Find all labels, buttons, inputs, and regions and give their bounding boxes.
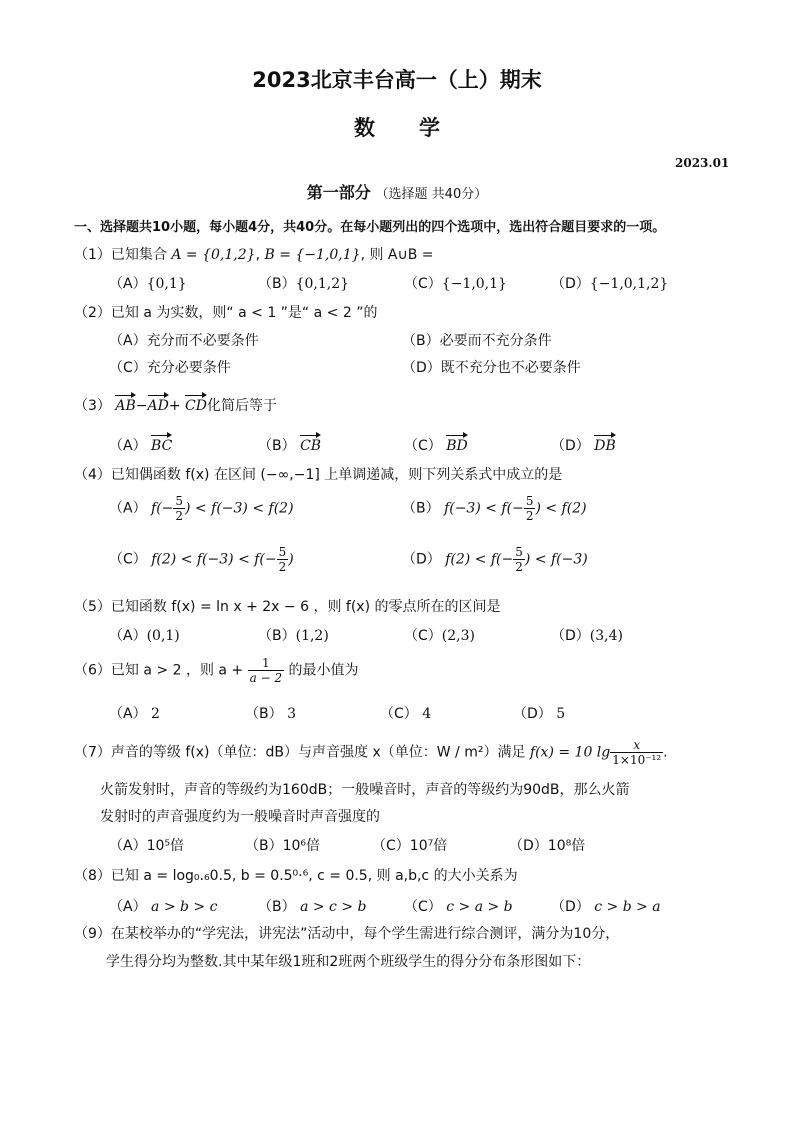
part-heading (0, 180, 794, 203)
q1-option-c: （C）{−1,0,1} (404, 276, 507, 292)
q1-option-a: （A）{0,1} (109, 276, 187, 292)
q5-option-c: （C）(2,3) (404, 628, 475, 644)
question-6: （6）已知 a > 2 ，则 a + $\frac{1}{a - 2}$ 的最小值为 (74, 656, 359, 685)
q2-option-c: （C）充分必要条件 (109, 360, 231, 376)
q4-option-c: （C） f(2) < f(−3) < f(− $\frac{5}{2}$ ) (109, 545, 294, 574)
question-9: （9）在某校举办的“学宪法，讲宪法”活动中，每个学生需进行综合测评，满分为10分， (74, 926, 620, 942)
question-3: （3） AB−AD+ CD化简后等于 (74, 394, 277, 415)
q4-option-d: （D） f(2) < f(− $\frac{5}{2}$ ) < f(−3) (402, 545, 588, 574)
q6-option-c: （C） 4 (380, 706, 432, 722)
q7-formula: f(x) = 10 lg (529, 744, 611, 761)
q5-text: 已知函数 f(x) = ln x + 2x − 6 ，则 f(x) 的零点所在的区间是 (110, 599, 501, 615)
question-8: （8）已知 a = log₀.₆0.5, b = 0.5⁰·⁶, c = 0.5, 则 a,b,c 的大小关系为 (74, 868, 518, 884)
q7-option-b: （B）10⁶倍 (245, 838, 321, 854)
q7-option-d: （D）10⁸倍 (509, 838, 586, 854)
q1-set-a: A = {0,1,2} (171, 247, 256, 263)
question-number: （1） (74, 247, 111, 263)
question-1: （1）已知集合 A = {0,1,2}, B = {−1,0,1}, 则 A∪B = (74, 247, 434, 263)
q6-pre: 已知 a > 2 ，则 a + (110, 662, 244, 679)
q4-option-a: （A） f(− $\frac{5}{2}$ ) < f(−3) < f(2) (109, 494, 294, 523)
q3-option-a: （A） BC (109, 434, 172, 455)
q7-pre: 声音的等级 f(x)（单位：dB）与声音强度 x（单位：W / m²）满足 (110, 744, 526, 761)
exam-date: 2023.01 (675, 156, 730, 170)
q7-option-c: （C）10⁷倍 (372, 838, 448, 854)
q5-option-d: （D）(3,4) (551, 628, 623, 644)
q8-option-c: （C） c > a > b (404, 899, 513, 915)
q9-line-1: 在某校举办的“学宪法，讲宪法”活动中，每个学生需进行综合测评，满分为10分， (110, 926, 620, 942)
q6-fraction: $\frac{1}{a - 2}$ (249, 656, 283, 685)
q2-option-d: （D）既不充分也不必要条件 (402, 360, 581, 376)
vector-ab: AB (115, 394, 135, 414)
section-instruction: 一、选择题共10小题，每小题4分，共40分。在每小题列出的四个选项中，选出符合题目要求的一项。 (74, 220, 666, 235)
q5-option-a: （A）(0,1) (109, 628, 180, 644)
q1-option-d: （D）{−1,0,1,2} (551, 276, 669, 292)
q4-text: 已知偶函数 f(x) 在区间 (−∞,−1] 上单调递减，则下列关系式中成立的是 (110, 467, 563, 483)
q5-option-b: （B）(1,2) (258, 628, 329, 644)
q3-post: 化简后等于 (206, 398, 277, 414)
q8-option-a: （A） a > b > c (109, 899, 218, 915)
q2-option-a: （A）充分而不必要条件 (109, 333, 259, 349)
q1-post: 则 A∪B = (369, 247, 434, 263)
q9-line-2: 学生得分均为整数.其中某年级1班和2班两个班级学生的得分分布条形图如下： (106, 954, 591, 970)
vector-cd: CD (185, 394, 207, 414)
q2-text: 已知 a 为实数，则“ a < 1 ”是“ a < 2 ”的 (110, 305, 378, 321)
subject-title: 数学 (354, 116, 484, 140)
question-4: （4）已知偶函数 f(x) 在区间 (−∞,−1] 上单调递减，则下列关系式中成立的是 (74, 467, 563, 483)
q3-option-d: （D） DB (551, 434, 616, 455)
q3-option-b: （B） CB (258, 434, 321, 455)
q1-set-b: B = {−1,0,1} (264, 247, 361, 263)
question-5: （5）已知函数 f(x) = ln x + 2x − 6 ，则 f(x) 的零点所在的区间是 (74, 599, 501, 615)
q8-option-d: （D） c > b > a (551, 899, 661, 915)
q7-fraction: $\frac{x}{\text{1×10⁻¹²}}$ (612, 738, 662, 767)
q6-post: 的最小值为 (288, 662, 359, 679)
q6-option-a: （A） 2 (109, 706, 160, 722)
question-2: （2）已知 a 为实数，则“ a < 1 ”是“ a < 2 ”的 (74, 305, 378, 321)
q1-option-b: （B）{0,1,2} (258, 276, 350, 292)
q1-pre: 已知集合 (110, 247, 167, 263)
q4-option-b: （B） f(−3) < f(− $\frac{5}{2}$ ) < f(2) (402, 494, 587, 523)
q7-line-2: 火箭发射时，声音的等级约为160dB；一般噪音时，声音的等级约为90dB，那么火箭 (100, 782, 630, 798)
q7-option-a: （A）10⁵倍 (109, 838, 185, 854)
q8-option-b: （B） a > c > b (258, 899, 367, 915)
vector-ad: AD (148, 394, 169, 414)
exam-title: 2023北京丰台高一（上）期末 (252, 68, 542, 92)
q2-option-b: （B）必要而不充分条件 (402, 333, 552, 349)
q3-option-c: （C） BD (404, 434, 468, 455)
part-name: 第一部分 (306, 183, 371, 202)
q8-text: 已知 a = log₀.₆0.5, b = 0.5⁰·⁶, c = 0.5, 则 a,b,c 的大小关系为 (110, 868, 518, 884)
part-note: （选择题 共40分） (375, 187, 488, 202)
question-7: （7）声音的等级 f(x)（单位：dB）与声音强度 x（单位：W / m²）满足 f(x) = 10 lg $\frac{x}{\text{1×10⁻¹²}}$ . (74, 738, 668, 767)
q7-line-3: 发射时的声音强度约为一般噪音时声音强度的 (100, 809, 380, 825)
q6-option-d: （D） 5 (513, 706, 566, 722)
q6-option-b: （B） 3 (245, 706, 296, 722)
